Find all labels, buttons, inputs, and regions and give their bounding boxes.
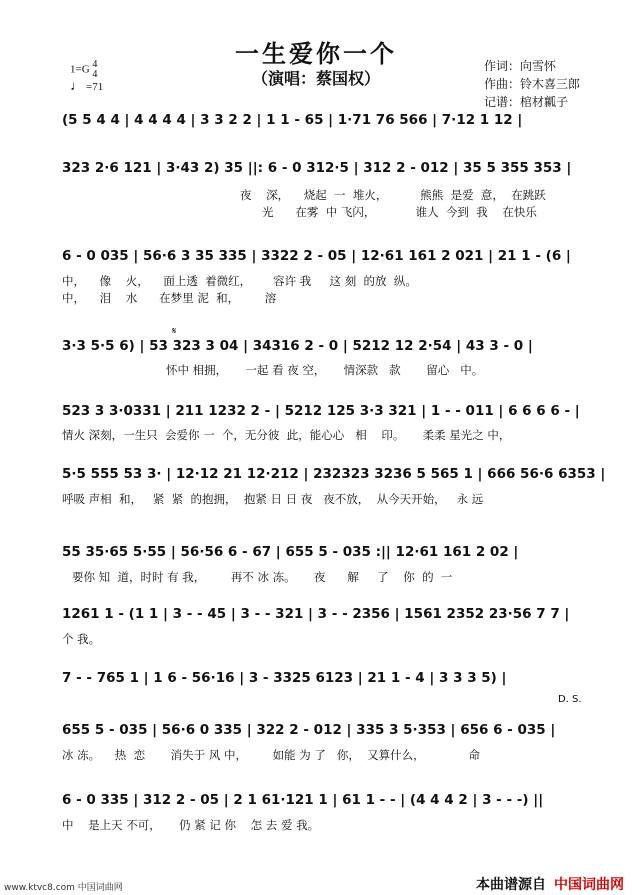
credit-transcriber: 记谱：棺材瓤子 <box>484 95 569 109</box>
lyric-verse-2: 光 在雾 中 飞闪， 谁人 今到 我 在快乐 <box>262 205 537 219</box>
key-signature: 1=G <box>70 63 90 76</box>
notation-line: 523 3 3·0331 | 211 1232 2 - | 5212 125 3·3 321 | 1 - - 011 | 6 6 6 6 - | <box>62 403 580 419</box>
lyric-verse-1: 怀中 相拥， 一起 看 夜 空， 情深款 款 留心 中。 <box>166 363 484 377</box>
dal-segno-mark: D. S. <box>558 694 582 705</box>
notation-line: (5 5 4 4 | 4 4 4 4 | 3 3 2 2 | 1 1 - 65 | 1·71 76 566 | 7·12 1 12 | <box>62 112 523 128</box>
score-row-10 <box>62 722 584 762</box>
footer-site: www.ktvc8.com 中国词曲网 <box>4 883 123 893</box>
footer-brand[interactable]: 中国词曲网 <box>554 877 624 893</box>
credits <box>484 57 580 111</box>
notation-line: 323 2·6 121 | 3·43 2) 35 ||: 6 - 0 312·5 | 312 2 - 012 | 35 5 355 353 | <box>62 160 572 176</box>
notation-line: 55 35·65 5·55 | 56·56 6 - 67 | 655 5 - 035 :|| 12·61 161 2 02 | <box>62 544 519 560</box>
lyric-verse-1: 要你 知 道，时时 有 我， 再不 冰 冻。 夜 解 了 你 的 一 <box>72 570 453 584</box>
score-row-3 <box>62 248 584 305</box>
footer-source-text: 本曲谱源自 <box>476 877 546 893</box>
score-row-7 <box>62 544 584 584</box>
notation-line: 5·5 555 53 3· | 12·12 21 12·212 | 232323 3236 5 565 1 | 666 56·6 6353 | <box>62 466 606 482</box>
lyric-verse-1: 个 我。 <box>62 632 101 646</box>
score-row-11 <box>62 792 584 832</box>
notation-line: 1261 1 - (1 1 | 3 - - 45 | 3 - - 321 | 3 - - 2356 | 1561 2352 23·56 7 7 | <box>62 606 570 622</box>
singer-line: （演唱：蔡国权） <box>252 71 381 88</box>
time-signature <box>92 60 97 80</box>
lyric-verse-1: 情火 深刻，一生只 会爱你 一 个，无分彼 此，能心心 相 印。 柔柔 星光之 中， <box>62 428 511 442</box>
score-row-5 <box>62 403 584 442</box>
key-tempo-info <box>70 60 103 94</box>
score-row-1 <box>62 112 584 128</box>
time-top: 4 <box>92 59 98 70</box>
lyric-verse-1: 中 是上天 不可， 仍 紧 记 你 怎 去 爱 我。 <box>62 818 320 832</box>
lyric-verse-1: 夜 深， 烧起 一 堆火， 熊熊 是爱 意， 在跳跃 <box>240 188 546 202</box>
credit-composer: 作曲：铃木喜三郎 <box>484 77 581 91</box>
footer-source <box>476 874 624 894</box>
time-bottom: 4 <box>92 69 98 80</box>
score-row-9 <box>62 670 584 705</box>
segno-icon: 𝄋 <box>172 326 177 337</box>
score-row-6 <box>62 466 606 506</box>
lyric-verse-2: 中， 泪 水 在梦里 泥 和， 溶 <box>62 291 277 305</box>
score-row-4 <box>62 326 584 377</box>
notation-line: 7 - - 765 1 | 1 6 - 56·16 | 3 - 3325 6123 | 21 1 - 4 | 3 3 3 5) | <box>62 670 507 686</box>
song-title: 一生爱你一个 <box>235 42 397 68</box>
score-row-2 <box>62 160 584 219</box>
tempo: =71 <box>86 81 104 93</box>
score-row-8 <box>62 606 584 646</box>
notation-line: 6 - 0 035 | 56·6 3 35 335 | 3322 2 - 05 | 12·61 161 2 021 | 21 1 - (6 | <box>62 248 571 264</box>
notation-line: 6 - 0 335 | 312 2 - 05 | 2 1 61·121 1 | 61 1 - - | (4 4 4 2 | 3 - - -) || <box>62 792 544 808</box>
notation-line: 655 5 - 035 | 56·6 0 335 | 322 2 - 012 | 335 3 5·353 | 656 6 - 035 | <box>62 722 556 738</box>
lyric-verse-1: 呼吸 声相 和， 紧 紧 的抱拥， 抱紧 日 日 夜 夜不放， 从今天开始， 永 远 <box>62 492 484 506</box>
lyric-verse-1: 中， 像 火， 面上透 着微红， 容许 我 这 刻 的放 纵。 <box>62 274 417 288</box>
quarter-note-icon: ♩ <box>70 79 84 94</box>
credit-lyricist: 作词：向雪怀 <box>484 59 557 73</box>
lyric-verse-1: 冰 冻。 热 恋 消失于 风 中， 如能 为 了 你， 又算什么， 命 <box>62 748 481 762</box>
notation-line: 3·3 5·5 6) | 53 323 3 04 | 34316 2 - 0 | 5212 12 2·54 | 43 3 - 0 | <box>62 338 533 354</box>
